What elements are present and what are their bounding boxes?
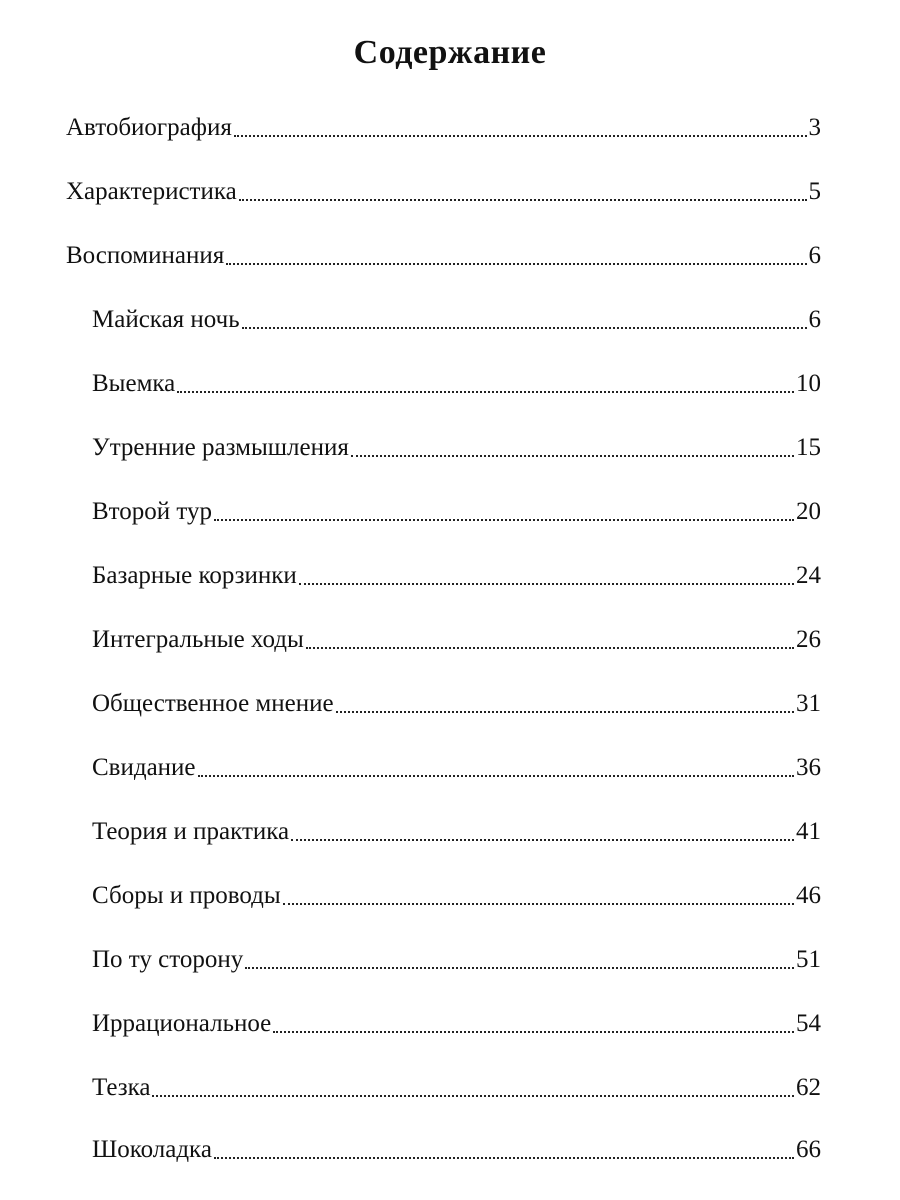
dot-leader <box>291 839 794 841</box>
toc-entry-title: Базарные корзинки <box>92 562 297 589</box>
toc-entry-title: Утренние размышления <box>92 434 349 461</box>
toc-entry-page-number: 54 <box>796 1010 821 1037</box>
toc-entry-title: Свидание <box>92 754 196 781</box>
toc-entry-send-off[interactable] <box>92 880 821 912</box>
dot-leader <box>351 455 794 457</box>
toc-entry-chocolate[interactable] <box>92 1134 821 1166</box>
dot-leader <box>198 775 794 777</box>
dot-leader <box>234 135 807 137</box>
dot-leader <box>245 967 794 969</box>
toc-entry-page-number: 62 <box>796 1074 821 1101</box>
dot-leader <box>273 1031 794 1033</box>
page-title: Содержание <box>353 34 547 71</box>
dot-leader <box>299 583 794 585</box>
toc-entry-title: Иррациональное <box>92 1010 272 1037</box>
toc-entry-page-number: 24 <box>796 562 821 589</box>
toc-entry-excavation[interactable] <box>92 368 821 400</box>
toc-entry-title: Характеристика <box>66 178 237 205</box>
toc-entry-page-number: 51 <box>796 946 821 973</box>
toc-entry-page-number: 41 <box>796 818 821 845</box>
dot-leader <box>336 711 794 713</box>
toc-entry-date[interactable] <box>92 752 821 784</box>
toc-entry-memoirs[interactable] <box>66 240 821 272</box>
toc-entry-title: Сборы и проводы <box>92 882 281 909</box>
toc-entry-theory-and-practice[interactable] <box>92 816 821 848</box>
toc-entry-second-round[interactable] <box>92 496 821 528</box>
toc-entry-page-number: 46 <box>796 882 821 909</box>
toc-entry-title: Воспоминания <box>66 242 225 269</box>
toc-entry-title: По ту сторону <box>92 946 244 973</box>
toc-entry-page-number: 20 <box>796 498 821 525</box>
toc-entry-page-number: 15 <box>796 434 821 461</box>
toc-entry-irrational[interactable] <box>92 1008 821 1040</box>
dot-leader <box>239 199 807 201</box>
toc-entry-page-number: 66 <box>796 1136 821 1163</box>
toc-entry-page-number: 6 <box>808 306 821 333</box>
toc-entry-namesake[interactable] <box>92 1072 821 1104</box>
dot-leader <box>214 519 794 521</box>
toc-entry-page-number: 10 <box>796 370 821 397</box>
toc-entry-title: Автобиография <box>66 114 232 141</box>
toc-entry-title: Шоколадка <box>92 1136 212 1163</box>
toc-entry-title: Второй тур <box>92 498 212 525</box>
toc-entry-title: Выемка <box>92 370 176 397</box>
toc-entry-autobiography[interactable] <box>66 112 821 144</box>
toc-entry-public-opinion[interactable] <box>92 688 821 720</box>
dot-leader <box>242 327 807 329</box>
toc-entry-page-number: 6 <box>808 242 821 269</box>
toc-entry-page-number: 31 <box>796 690 821 717</box>
dot-leader <box>283 903 794 905</box>
toc-entry-title: Майская ночь <box>92 306 240 333</box>
toc-entry-morning-reflections[interactable] <box>92 432 821 464</box>
toc-entry-title: Тезка <box>92 1074 151 1101</box>
toc-entry-integral-moves[interactable] <box>92 624 821 656</box>
toc-entry-page-number: 36 <box>796 754 821 781</box>
dot-leader <box>306 647 794 649</box>
toc-entry-may-night[interactable] <box>92 304 821 336</box>
toc-entry-title: Теория и практика <box>92 818 290 845</box>
toc-entry-page-number: 26 <box>796 626 821 653</box>
toc-entry-market-baskets[interactable] <box>92 560 821 592</box>
toc-entry-other-side[interactable] <box>92 944 821 976</box>
toc-entry-characteristic[interactable] <box>66 176 821 208</box>
toc-entry-page-number: 3 <box>808 114 821 141</box>
dot-leader <box>152 1095 794 1097</box>
dot-leader <box>177 391 794 393</box>
toc-entry-title: Общественное мнение <box>92 690 334 717</box>
dot-leader <box>214 1157 794 1159</box>
dot-leader <box>226 263 806 265</box>
toc-entry-page-number: 5 <box>808 178 821 205</box>
toc-entry-title: Интегральные ходы <box>92 626 304 653</box>
